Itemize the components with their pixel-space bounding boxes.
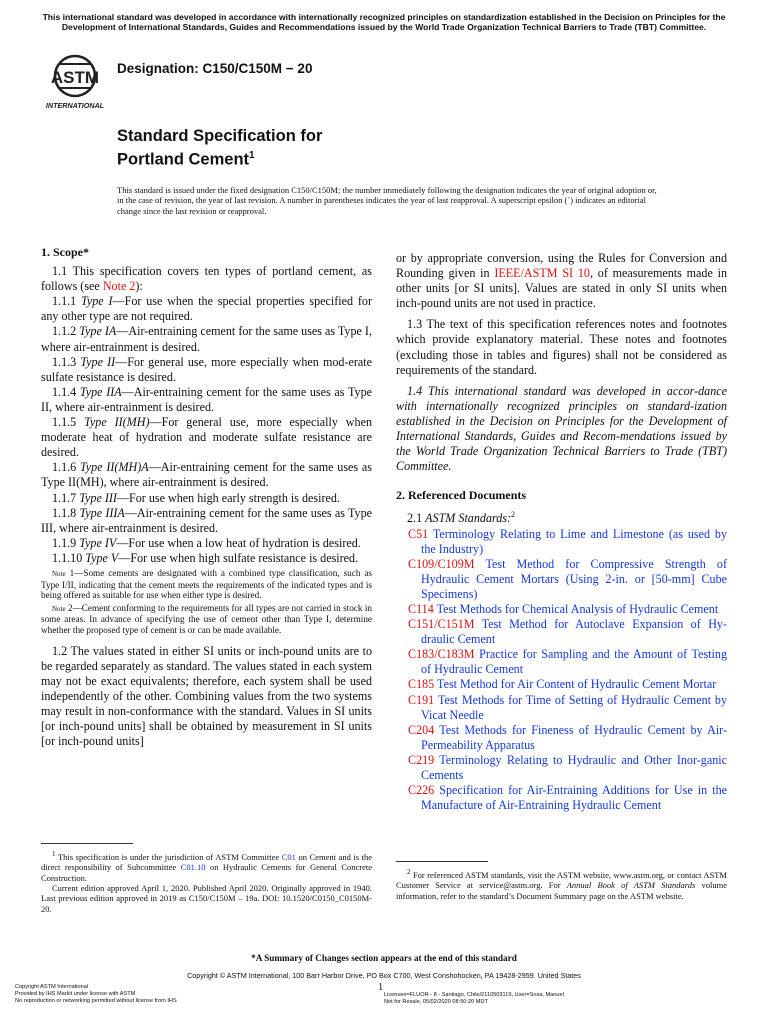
logo-word: INTERNATIONAL xyxy=(45,101,105,110)
note-2-text: 2—Cement conforming to the requirements for all types are not carried in stock in some areas. In advance of specifying the use of cement other than Type I, determine whether the proposed type of cement is or can be made available. xyxy=(41,602,373,635)
reference-title-link[interactable]: Test Method for Air Content of Hydraulic Cement Mortar xyxy=(437,677,717,692)
type-item-name: Type IIIA xyxy=(79,505,125,520)
reference-code-link[interactable]: C151/C151M xyxy=(408,617,475,632)
para-1-4: 1.4 This international standard was developed in accor-dance with internationally recognized principles on standard-ization established in the Decision on Principles for the Development of International Standards, Guides and Recom-mendations issued by the World Trade Organization Technical Barriers to Trade (TBT) Committee. xyxy=(396,383,727,474)
reference-title-link[interactable]: Test Methods for Chemical Analysis of Hydraulic Cement xyxy=(436,602,719,616)
left-column xyxy=(41,245,372,749)
astm-standards-text: ASTM Standards: xyxy=(425,511,512,526)
reference-item xyxy=(408,527,727,557)
note-1-label: Note xyxy=(52,569,66,578)
para-1-2: 1.2 The values stated in either SI units or inch-pound units are to be regarded separately as standard. The values stated in each system may not be exact equivalents; therefore, each system shall be used independently of the other. Combining values from the two systems may result in non-conformance with the standard. Values in SI units [or inch-pound units] shall be obtained by measurement in SI units [or inch-pound units] xyxy=(41,643,372,749)
issuance-statement: This standard is issued under the fixed designation C150/C150M; the number immediately following the designation indicates the year of original adoption or, in the case of revision, the year of last revision. A number in parentheses indicates the year of last reapproval. A superscript epsilon (´) indicates an editorial change since the last revision or reapproval. xyxy=(117,185,657,216)
type-list xyxy=(41,294,372,566)
footnote-1-text-a: This specification is under the jurisdiction of ASTM Committee xyxy=(55,851,282,862)
license-right-line-1: Licensee=FLUOR - 8 - Santiago, Chile/2110503119, User=Sosa, Manuel xyxy=(384,992,564,998)
type-item-number: 1.1.4 xyxy=(52,384,80,399)
type-item-number: 1.1.6 xyxy=(52,460,80,475)
note-1 xyxy=(41,568,372,601)
reference-title-link[interactable]: Practice for Sampling and the Amount of Testing of Hydraulic Cement xyxy=(421,647,727,677)
logo-letters: ASTM xyxy=(50,68,100,87)
footnote-rule-left xyxy=(41,843,133,844)
reference-code-link[interactable]: C219 xyxy=(408,752,435,767)
reference-item xyxy=(408,617,727,647)
type-item-name: Type IA xyxy=(79,324,117,339)
type-item-name: Type II xyxy=(80,354,116,369)
type-item-text: —For use when high early strength is desired. xyxy=(116,490,340,505)
type-item xyxy=(41,536,372,551)
type-item-number: 1.1.5 xyxy=(52,415,85,430)
type-item-number: 1.1.10 xyxy=(52,550,86,565)
reference-item xyxy=(408,753,727,783)
type-item xyxy=(41,355,372,385)
reference-item xyxy=(408,677,727,692)
page-number: 1 xyxy=(378,982,384,993)
type-item-text: —For general use, more especially when moderate heat of hydration and moderate sulfate resistance are desired. xyxy=(41,415,372,460)
para-1-2-continued xyxy=(396,251,727,311)
type-item xyxy=(41,551,372,566)
astm-logo xyxy=(42,50,108,112)
ieee-si10-link[interactable]: IEEE/ASTM SI 10 xyxy=(494,266,590,281)
para-1-1 xyxy=(41,264,372,294)
license-right xyxy=(384,992,684,1006)
reference-item xyxy=(408,693,727,723)
type-item-number: 1.1.2 xyxy=(52,324,80,339)
license-left-line-3: No reproduction or networking permitted without license from IHS xyxy=(15,997,177,1004)
type-item xyxy=(41,491,372,506)
para-1-1-text: 1.1 This specification covers ten types of portland cement, as follows (see xyxy=(41,264,372,294)
footnote-2 xyxy=(396,867,727,901)
note-2 xyxy=(41,603,372,636)
reference-code-link[interactable]: C114 xyxy=(408,602,434,616)
type-item xyxy=(41,294,372,324)
reference-title-link[interactable]: Test Methods for Fineness of Hydraulic Cement by Air-Permeability Apparatus xyxy=(421,722,727,752)
type-item xyxy=(41,415,372,460)
type-item-number: 1.1.3 xyxy=(52,354,81,369)
type-item-text: —Air-entraining cement for the same uses as Type I, where air-entrainment is desired. xyxy=(41,324,372,354)
header-notice: This international standard was developed in accordance with internationally recognized principles on standardization established in the Decision on Principles for the Development of International Standards, Guides and Recommendations issued by the World Trade Organization Technical Barriers to Trade (TBT) Committee. xyxy=(42,12,726,32)
footnote-1-mark: 1 xyxy=(52,850,56,858)
type-item-text: —For use when a low heat of hydration is desired. xyxy=(116,535,361,550)
license-left-line-2: Provided by IHS Markit under license with ASTM xyxy=(15,990,136,997)
title-line-1: Standard Specification for xyxy=(117,127,323,145)
para-1-2-cont-text: or by appropriate conversion, using the Rules for Conversion and Rounding given in xyxy=(396,251,727,281)
reference-code-link[interactable]: C51 xyxy=(408,526,429,541)
footnote-2-text-b: volume information, refer to the standard’s Document Summary page on the ASTM website. xyxy=(396,880,727,901)
license-right-line-2: Not for Resale, 05/02/2020 08:50:20 MDT xyxy=(384,998,488,1005)
type-item-text: —For use when high sulfate resistance is desired. xyxy=(118,550,359,565)
type-item-number: 1.1.7 xyxy=(52,490,80,505)
reference-list xyxy=(396,527,727,814)
astm-logo-icon xyxy=(42,50,108,112)
reference-item xyxy=(408,602,727,617)
designation: Designation: C150/C150M − 20 xyxy=(117,61,313,76)
subcommittee-c0110-link[interactable]: C01.10 xyxy=(180,862,206,873)
para-1-2-cont-end: , of measurements made in other units [or SI units]. Values are stated in only SI units when inch-pound units are not used in practice. xyxy=(396,266,728,311)
refdocs-heading: 2. Referenced Documents xyxy=(396,488,527,503)
reference-code-link[interactable]: C191 xyxy=(408,692,435,707)
type-item-name: Type II(MH)A xyxy=(79,460,149,475)
title-footnote-mark: 1 xyxy=(249,150,255,161)
type-item-number: 1.1.9 xyxy=(52,535,80,550)
reference-title-link[interactable]: Test Method for Compressive Strength of Hydraulic Cement Mortars (Using 2-in. or [50-mm] Cube Specimens) xyxy=(421,556,727,601)
type-item-name: Type II(MH) xyxy=(84,415,150,430)
type-item-name: Type V xyxy=(85,550,119,565)
type-item-number: 1.1.1 xyxy=(52,294,82,309)
footnote-2-mark: 2 xyxy=(407,868,411,876)
reference-item xyxy=(408,723,727,753)
footnote-rule-right xyxy=(396,861,488,862)
footnote-2-text-a: For referenced ASTM standards, visit the ASTM website, www.astm.org, or contact ASTM Customer Service at service@astm.org. For xyxy=(396,869,727,891)
reference-code-link[interactable]: C226 xyxy=(408,783,435,798)
para-1-1-end: ): xyxy=(135,279,143,294)
type-item-name: Type III xyxy=(79,490,117,505)
note-2-label: Note xyxy=(52,604,66,613)
type-item-number: 1.1.8 xyxy=(52,505,80,520)
reference-title-link[interactable]: Test Method for Autoclave Expansion of Hy-draulic Cement xyxy=(421,617,727,647)
footnote-1-text-c: on Hydraulic Cements for General Concrete Construction. xyxy=(41,862,373,883)
scope-heading: 1. Scope* xyxy=(41,245,89,259)
reference-item xyxy=(408,783,727,813)
footnote-2-book-title: Annual Book of ASTM Standards xyxy=(566,880,696,891)
page-title xyxy=(117,126,322,170)
license-left xyxy=(15,984,255,1004)
type-item-name: Type IIA xyxy=(79,384,122,399)
astm-standards-footnote-mark: 2 xyxy=(511,510,516,520)
type-item xyxy=(41,506,372,536)
note-2-link[interactable]: Note 2 xyxy=(102,279,136,294)
type-item xyxy=(41,385,372,415)
title-line-2: Portland Cement xyxy=(117,150,250,169)
footnote-1 xyxy=(41,849,372,914)
right-column xyxy=(396,251,727,813)
type-item xyxy=(41,460,372,490)
astm-standards-num: 2.1 xyxy=(407,511,426,526)
type-item-text: —Air-entraining cement for the same uses as Type III, where air-entrainment is desired. xyxy=(41,505,372,535)
reference-item xyxy=(408,557,727,602)
license-left-line-1: Copyright ASTM International xyxy=(15,984,89,990)
type-item xyxy=(41,324,372,354)
type-item-text: —Air-entraining cement for the same uses as Type II(MH), where air-entrainment is desired. xyxy=(41,460,372,490)
type-item-text: —Air-entraining cement for the same uses as Type II, where air-entrainment is desired. xyxy=(41,384,372,414)
footnote-1-text-b: on Cement and is the direct responsibility of Subcommittee xyxy=(41,851,373,873)
reference-title-link[interactable]: Test Methods for Time of Setting of Hydraulic Cement by Vicat Needle xyxy=(421,692,728,722)
footnote-1-edition: Current edition approved April 1, 2020. Published April 2020. Originally approved in 1940. Last previous edition approved in 2019 as C150/C150M – 19a. DOI: 10.1520/C0150_C0150M-20. xyxy=(41,883,372,914)
copyright-line: Copyright © ASTM International, 100 Barr Harbor Drive, PO Box C700, West Conshohocken, PA 19428-2959. United States xyxy=(187,971,581,980)
summary-of-changes-notice: *A Summary of Changes section appears at the end of this standard xyxy=(251,953,517,963)
reference-code-link[interactable]: C185 xyxy=(408,677,435,692)
committee-c01-link[interactable]: C01 xyxy=(281,851,296,862)
type-item-name: Type IV xyxy=(79,535,117,550)
para-1-3: 1.3 The text of this specification references notes and footnotes which provide explanatory material. These notes and footnotes (excluding those in tables and figures) shall not be considered as requirements of the standard. xyxy=(396,317,727,377)
reference-title-link[interactable]: Terminology Relating to Lime and Limestone (as used by the Industry) xyxy=(421,526,727,556)
reference-code-link[interactable]: C204 xyxy=(408,722,435,737)
astm-standards-label xyxy=(396,507,727,526)
type-item-text: —For general use, more especially when mod-erate sulfate resistance is desired. xyxy=(41,354,372,384)
reference-title-link[interactable]: Specification for Air-Entraining Additions for Use in the Manufacture of Air-Entraining Hydraulic Cement xyxy=(421,783,727,813)
reference-code-link[interactable]: C183/C183M xyxy=(408,647,475,662)
reference-title-link[interactable]: Terminology Relating to Hydraulic and Other Inor-ganic Cements xyxy=(421,752,727,783)
type-item-name: Type I xyxy=(81,294,113,309)
type-item-text: —For use when the special properties specified for any other type are not required. xyxy=(41,294,372,324)
reference-code-link[interactable]: C109/C109M xyxy=(408,556,475,571)
note-1-text: 1—Some cements are designated with a combined type classification, such as Type I/II, indicating that the cement meets the requirements of the indicated types and is being offered as suitable for use when either type is desired. xyxy=(41,567,373,601)
reference-item xyxy=(408,647,727,677)
